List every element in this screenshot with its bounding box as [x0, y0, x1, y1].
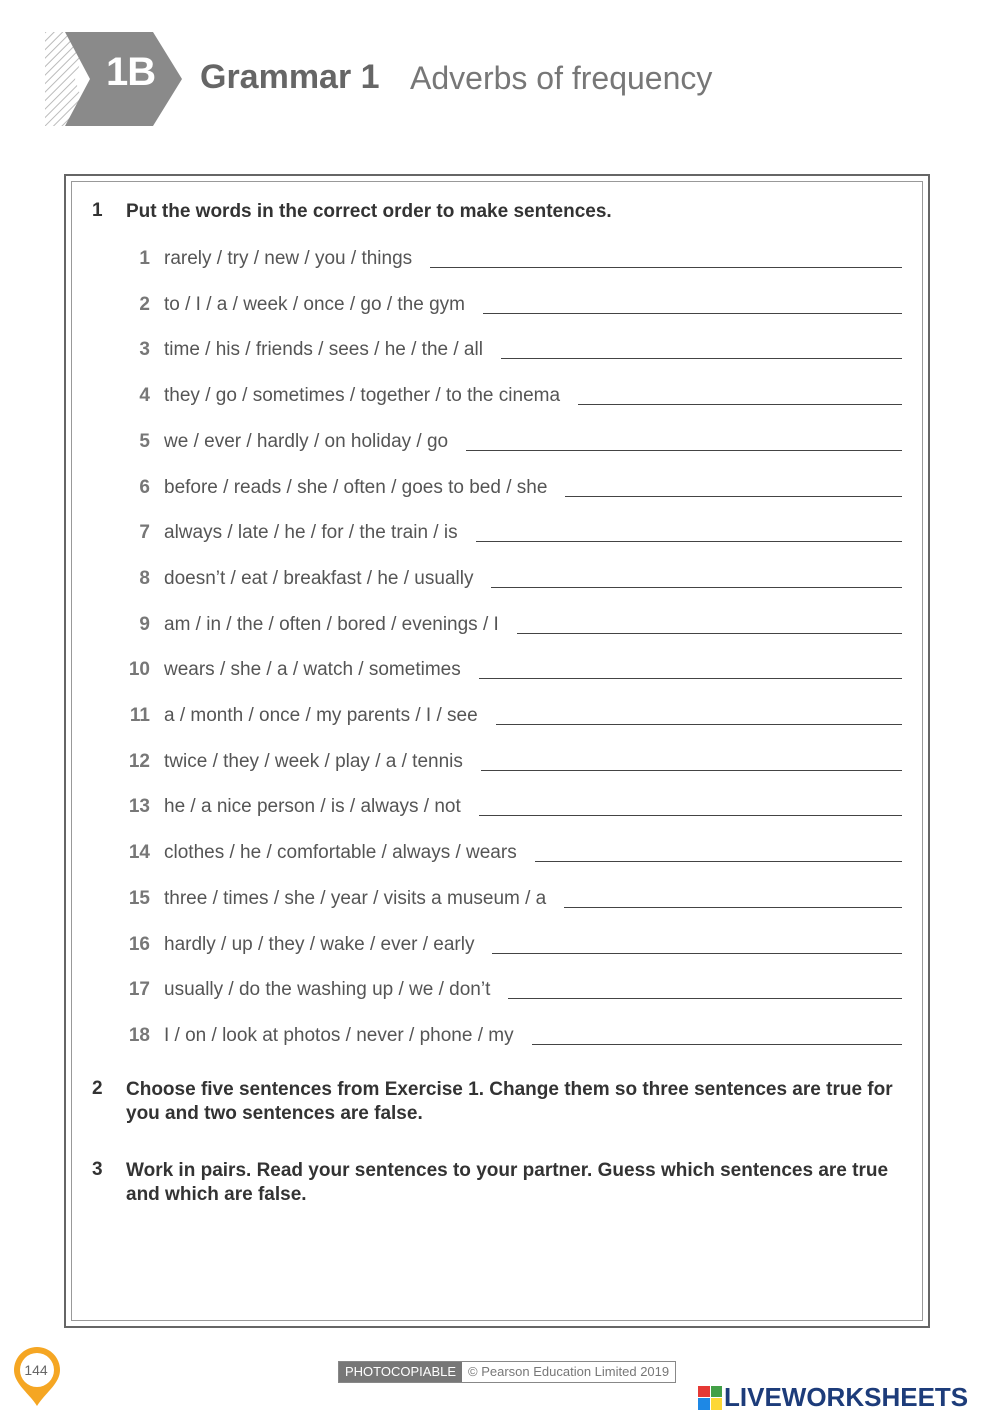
item-number: 9: [139, 613, 150, 635]
item-number: 16: [128, 933, 150, 955]
item-number: 7: [139, 522, 150, 544]
list-item: [120, 331, 902, 361]
item-words: always / late / he / for / the train / is: [164, 522, 458, 544]
item-number: 1: [139, 248, 150, 269]
list-item: [120, 606, 902, 636]
list-item: [120, 286, 902, 316]
answer-line[interactable]: [532, 1024, 902, 1045]
item-words: hardly / up / they / wake / ever / early: [164, 933, 475, 955]
item-words: they / go / sometimes / together / to the cinema: [164, 385, 561, 407]
item-words: am / in / the / often / bored / evenings / I: [164, 613, 499, 635]
exercise-1-instruction: Put the words in the correct order to make sentences.: [126, 201, 612, 222]
list-item: [120, 697, 902, 727]
page-title: Grammar 1: [200, 58, 380, 96]
answer-line[interactable]: [508, 978, 902, 999]
exercise-3-instruction: Work in pairs. Read your sentences to your partner. Guess which sentences are true and which are false.: [126, 1160, 889, 1205]
item-number: 11: [129, 705, 150, 726]
answer-line[interactable]: [479, 658, 902, 679]
exercise-1-number: 1: [92, 200, 103, 221]
list-item: [120, 743, 902, 773]
list-item: [120, 788, 902, 818]
item-words: I / on / look at photos / never / phone / my: [164, 1024, 514, 1046]
item-number: 14: [128, 842, 150, 864]
exercise-2-instruction: Choose five sentences from Exercise 1. Change them so three sentences are true for you and two sentences are false.: [126, 1079, 893, 1124]
item-number: 8: [139, 567, 150, 589]
answer-line[interactable]: [578, 384, 902, 405]
list-item: [120, 834, 902, 864]
answer-line[interactable]: [491, 567, 902, 588]
item-words: to / I / a / week / once / go / the gym: [164, 293, 465, 315]
item-words: he / a nice person / is / always / not: [164, 796, 461, 818]
list-item: [120, 469, 902, 499]
answer-line[interactable]: [535, 841, 902, 862]
list-item: [120, 926, 902, 956]
answer-line[interactable]: [564, 887, 902, 908]
item-words: wears / she / a / watch / sometimes: [164, 659, 461, 681]
answer-line[interactable]: [483, 293, 902, 314]
photocopiable-label: PHOTOCOPIABLE: [339, 1362, 462, 1382]
copyright-text: © Pearson Education Limited 2019: [468, 1364, 670, 1379]
item-words: rarely / try / new / you / things: [164, 248, 413, 269]
item-words: doesn’t / eat / breakfast / he / usually: [164, 567, 474, 589]
footer-credit: [338, 1361, 676, 1383]
liveworksheets-icon: [698, 1386, 722, 1410]
item-words: time / his / friends / sees / he / the / all: [164, 339, 483, 361]
answer-line[interactable]: [492, 933, 902, 954]
item-words: clothes / he / comfortable / always / wears: [164, 842, 517, 864]
list-item: [120, 880, 902, 910]
unit-label: 1B: [106, 50, 156, 94]
list-item: [120, 651, 902, 681]
list-item: [120, 1017, 902, 1047]
list-item: [120, 560, 902, 590]
list-item: [120, 377, 902, 407]
item-words: before / reads / she / often / goes to bed / she: [164, 476, 548, 498]
page-subtitle: Adverbs of frequency: [410, 60, 713, 96]
answer-line[interactable]: [481, 750, 902, 771]
item-number: 5: [139, 430, 150, 452]
answer-line[interactable]: [565, 476, 902, 497]
list-item: [120, 514, 902, 544]
answer-line[interactable]: [466, 430, 902, 451]
item-number: 13: [128, 796, 150, 818]
answer-line[interactable]: [479, 795, 902, 816]
answer-line[interactable]: [501, 338, 902, 359]
answer-line[interactable]: [496, 704, 902, 725]
item-number: 2: [139, 293, 150, 315]
item-number: 18: [128, 1024, 150, 1046]
item-number: 12: [128, 750, 150, 772]
exercise-2-number: 2: [92, 1078, 103, 1099]
item-words: twice / they / week / play / a / tennis: [164, 750, 463, 772]
item-words: usually / do the washing up / we / don’t: [164, 979, 491, 1001]
item-number: 6: [139, 476, 150, 498]
answer-line[interactable]: [517, 613, 902, 634]
item-number: 4: [139, 385, 150, 407]
exercise-3-number: 3: [92, 1159, 103, 1180]
item-number: 15: [128, 887, 150, 909]
list-item: [120, 971, 902, 1001]
answer-line[interactable]: [430, 247, 902, 268]
item-number: 3: [139, 339, 150, 361]
answer-line[interactable]: [476, 521, 902, 542]
item-number: 17: [128, 979, 150, 1001]
item-words: we / ever / hardly / on holiday / go: [164, 430, 449, 452]
list-item: [120, 240, 902, 270]
brand-name: LIVEWORKSHEETS: [724, 1382, 969, 1412]
page-number: 144: [24, 1362, 48, 1378]
item-words: a / month / once / my parents / I / see: [164, 705, 478, 726]
item-number: 10: [128, 659, 150, 681]
item-words: three / times / she / year / visits a museum / a: [164, 887, 547, 909]
list-item: [120, 423, 902, 453]
liveworksheets-logo[interactable]: [698, 1382, 968, 1413]
